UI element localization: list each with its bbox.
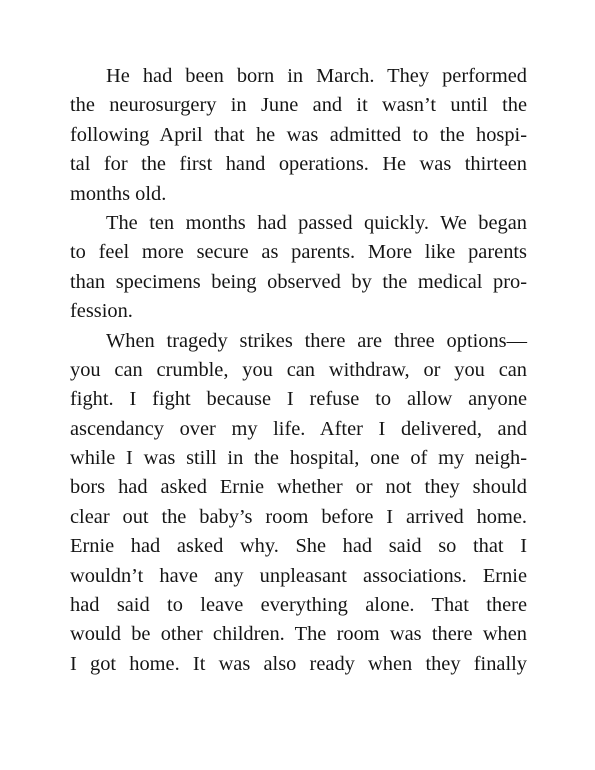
text-line: would be other children. The room was there when	[70, 623, 527, 646]
paragraph-1	[70, 62, 527, 209]
text-line: I got home. It was also ready when they finally	[70, 652, 527, 675]
paragraph-3	[70, 327, 527, 680]
text-line: wouldn’t have any unpleasant associations. Ernie	[70, 564, 527, 587]
text-line: had said to leave everything alone. That there	[70, 594, 527, 617]
text-line: When tragedy strikes there are three options—	[106, 329, 527, 352]
text-line: fession.	[70, 300, 133, 323]
text-line: Ernie had asked why. She had said so that I	[70, 535, 527, 558]
text-line: while I was still in the hospital, one of my neigh-	[70, 447, 527, 470]
text-line: the neurosurgery in June and it wasn’t until the	[70, 94, 527, 117]
text-line: He had been born in March. They performed	[106, 65, 527, 87]
text-line: ascendancy over my life. After I delivered, and	[70, 417, 527, 440]
text-line: than specimens being observed by the medical pro-	[70, 270, 527, 293]
text-line: following April that he was admitted to the hospi-	[70, 123, 527, 146]
text-line: months old.	[70, 182, 167, 205]
paragraph-2	[70, 209, 527, 327]
text-line: bors had asked Ernie whether or not they should	[70, 476, 527, 499]
text-line: clear out the baby’s room before I arrived home.	[70, 505, 527, 528]
text-line: you can crumble, you can withdraw, or you can	[70, 358, 527, 381]
text-line: fight. I fight because I refuse to allow anyone	[70, 388, 527, 411]
text-line: The ten months had passed quickly. We began	[106, 211, 527, 234]
text-line: tal for the first hand operations. He was thirteen	[70, 153, 527, 176]
text-line: to feel more secure as parents. More like parents	[70, 241, 527, 264]
